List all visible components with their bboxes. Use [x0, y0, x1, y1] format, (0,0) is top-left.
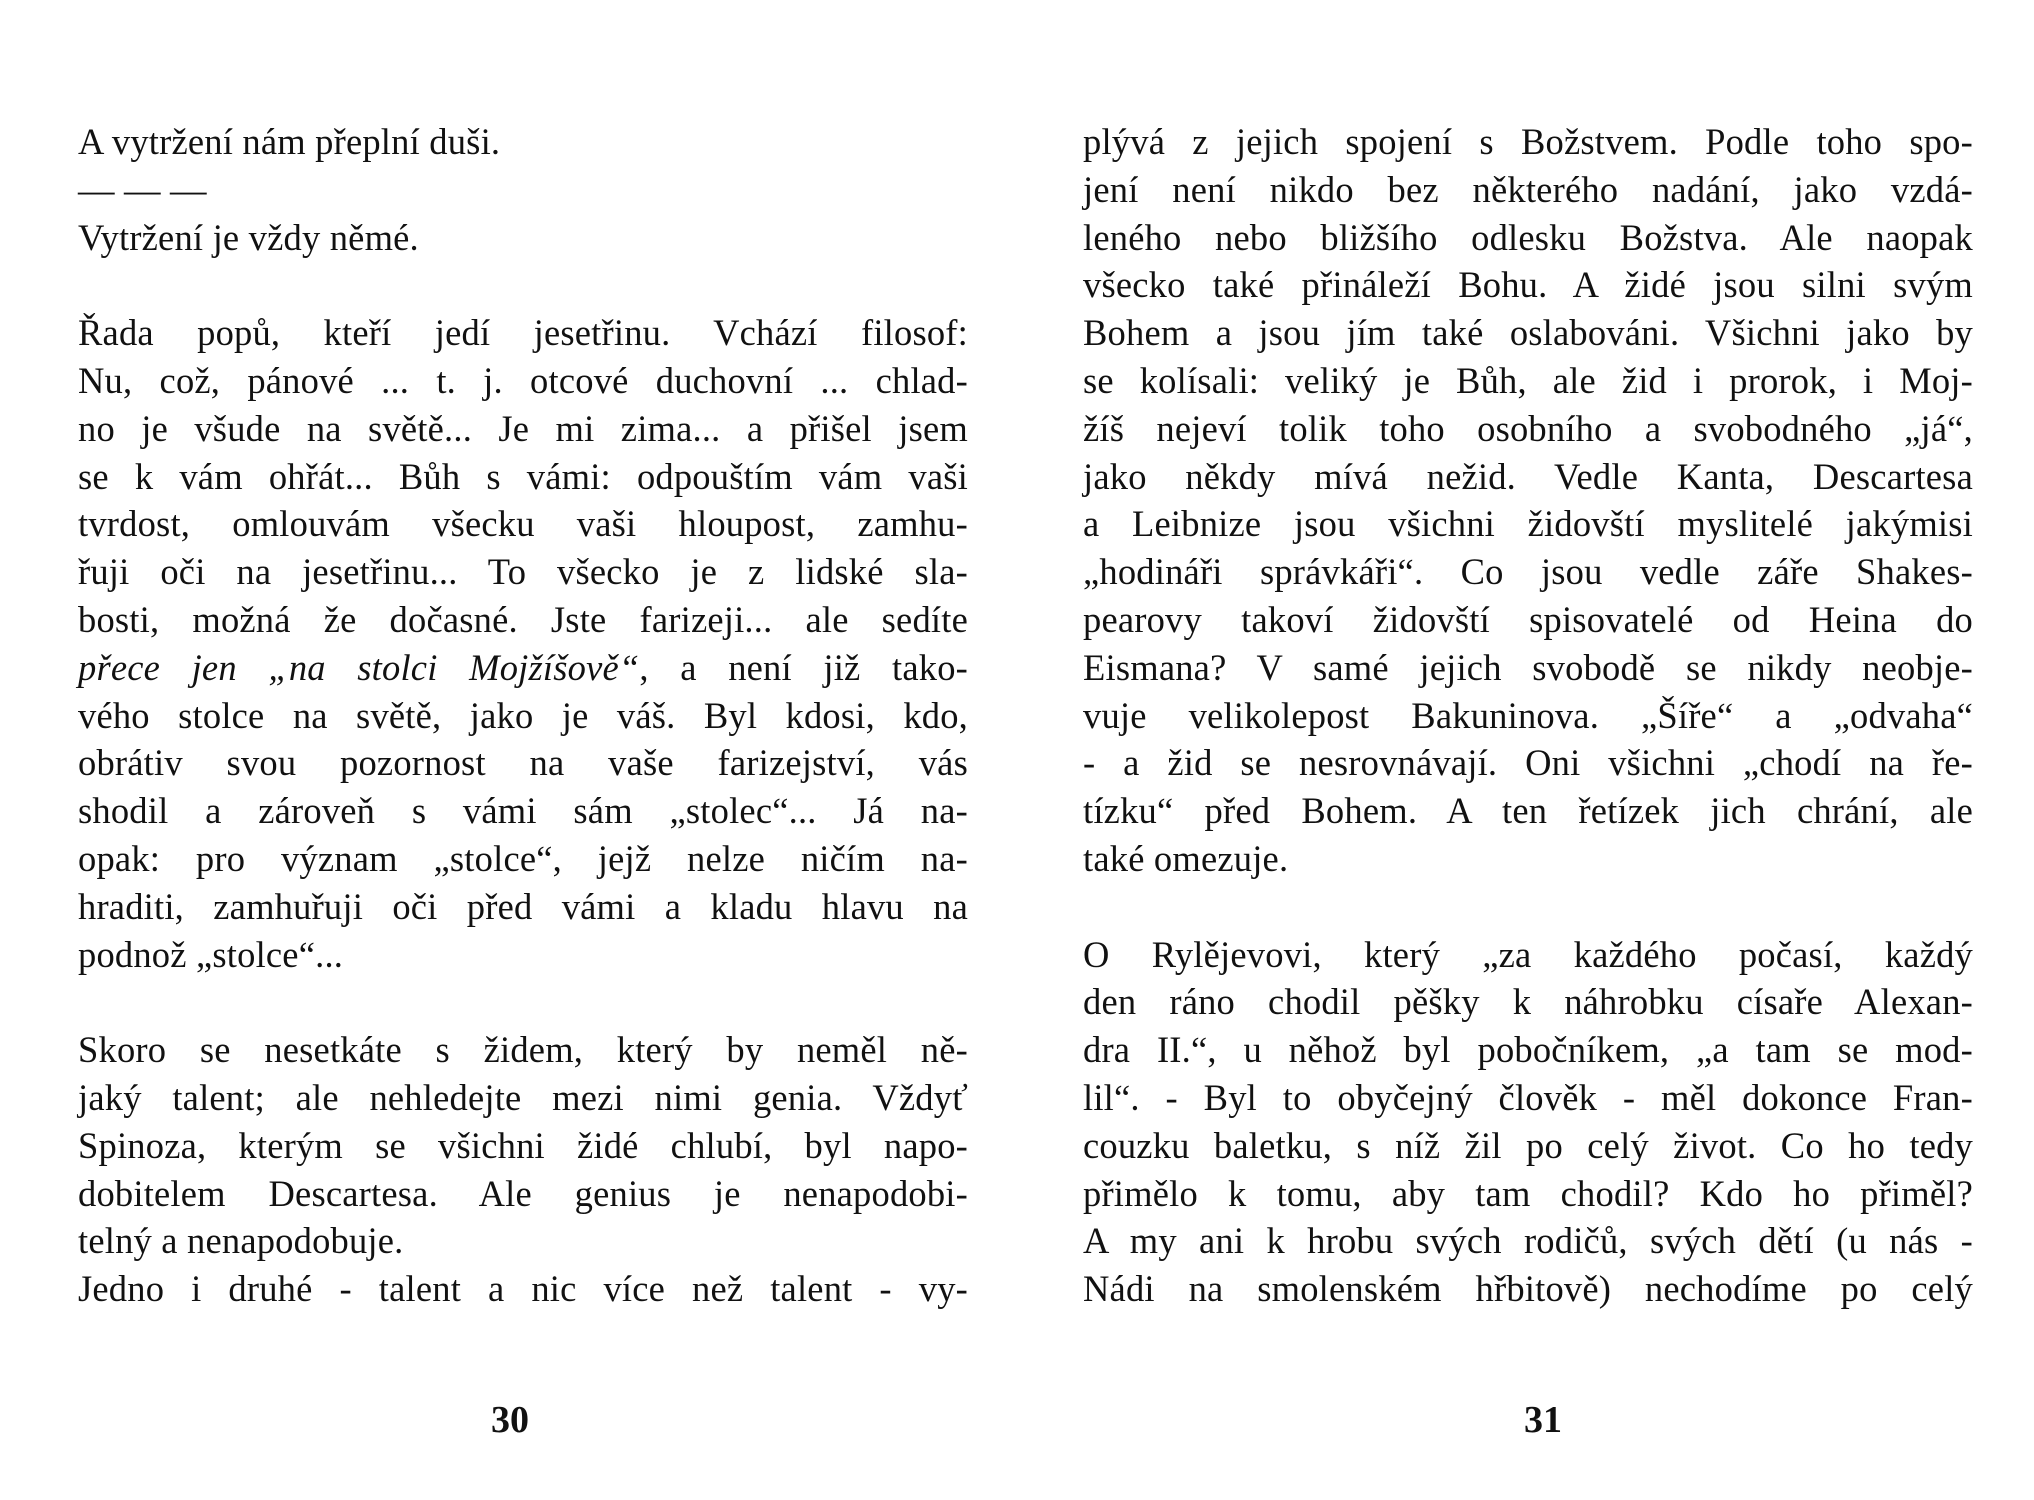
text-line: telný a nenapodobuje.: [78, 1220, 404, 1262]
text-line: A my ani k hrobu svých rodičů, svých dětí (u nás -: [1083, 1220, 1973, 1262]
text-line: A vytržení nám přeplní duši.: [78, 121, 501, 162]
text-line: bosti, možná že dočasné. Jste farizeji... ale sedíte: [78, 598, 968, 640]
text-line: den ráno chodil pěšky k náhrobku císaře Alexan-: [1083, 981, 1973, 1023]
text-line: Jedno i druhé - talent a nic více než talent - vy-: [78, 1268, 968, 1310]
text-line: Eismana? V samé jejich svobodě se nikdy neobje-: [1083, 646, 1973, 688]
text-line: couzku baletku, s níž žil po celý život. Co ho tedy: [1083, 1124, 1973, 1166]
paragraph-gap: [78, 978, 968, 1026]
text-line: jení není nikdo bez některého nadání, jako vzdá-: [1083, 168, 1973, 210]
text-line: — — —: [78, 168, 207, 210]
text-line: dra II.“, u něhož byl pobočníkem, „a tam se mod-: [1083, 1029, 1973, 1071]
text-line: podnož „stolce“...: [78, 933, 344, 975]
text-line: O Rylějevovi, který „za každého počasí, každý: [1083, 933, 1973, 975]
text-line: opak: pro význam „stolce“, jejž nelze ničím na-: [78, 837, 968, 879]
text-line: žíš nejeví tolik toho osobního a svobodného „já“,: [1083, 407, 1973, 449]
text-line: obrátiv svou pozornost na vaše farizejství, vás: [78, 742, 968, 784]
text-line: se kolísali: veliký je Bůh, ale žid i prorok, i Moj-: [1083, 359, 1973, 401]
text-line: a Leibnize jsou všichni židovští myslitelé jakýmisi: [1083, 503, 1973, 545]
text-line: vého stolce na světě, jako je váš. Byl kdosi, kdo,: [78, 694, 968, 736]
text-line: jaký talent; ale nehledejte mezi nimi genia. Vždyť: [78, 1076, 968, 1118]
text-line: „hodináři správkáři“. Co jsou vedle záře Shakes-: [1083, 551, 1973, 593]
left-page-text: [78, 118, 968, 1313]
text-line: hraditi, zamhuřuji oči před vámi a kladu hlavu na: [78, 885, 968, 927]
text-line: Nádi na smolenském hřbitově) nechodíme po celý: [1083, 1268, 1973, 1310]
paragraph-gap: [1083, 883, 1973, 931]
right-page: [1017, 0, 2034, 1500]
text-line: přimělo k tomu, aby tam chodil? Kdo ho přiměl?: [1083, 1172, 1973, 1214]
paragraph-gap: [78, 261, 968, 309]
text-line: Bohem a jsou jím také oslabováni. Všichni jako by: [1083, 312, 1973, 354]
page-number-left: 30: [491, 1399, 529, 1441]
text-line: se k vám ohřát... Bůh s vámi: odpouštím vám vaši: [78, 455, 968, 497]
text-line: také omezuje.: [1083, 837, 1289, 879]
text-line: leného nebo bližšího odlesku Božstva. Ale naopak: [1083, 216, 1973, 258]
text-line: vuje velikolepost Bakuninova. „Šíře“ a „odvaha“: [1083, 694, 1973, 736]
text-line: [78, 644, 968, 692]
page-number-right: 31: [1524, 1399, 1562, 1441]
text-line: Skoro se nesetkáte s židem, který by neměl ně-: [78, 1029, 968, 1071]
text-line: všecko také přináleží Bohu. A židé jsou silni svým: [1083, 264, 1973, 306]
text-line: tízku“ před Bohem. A ten řetízek jich chrání, ale: [1083, 790, 1973, 832]
text-line: řuji oči na jesetřinu... To všecko je z lidské sla-: [78, 551, 968, 593]
text-line: Spinoza, kterým se všichni židé chlubí, byl napo-: [78, 1124, 968, 1166]
text-line: Řada popů, kteří jedí jesetřinu. Vchází filosof:: [78, 312, 968, 354]
text-line: jako někdy mívá nežid. Vedle Kanta, Descartesa: [1083, 455, 1973, 497]
text-line: tvrdost, omlouvám všecku vaši hloupost, zamhu-: [78, 503, 968, 545]
text-line: lil“. - Byl to obyčejný člověk - měl dokonce Fran-: [1083, 1076, 1973, 1118]
text-line: no je všude na světě... Je mi zima... a přišel jsem: [78, 407, 968, 449]
right-page-text: [1083, 118, 1973, 1313]
text-segment: , a není již tako-: [639, 646, 968, 688]
text-line: pearovy takoví židovští spisovatelé od Heina do: [1083, 598, 1973, 640]
text-line: dobitelem Descartesa. Ale genius je nenapodobi-: [78, 1172, 968, 1214]
text-line: - a žid se nesrovnávají. Oni všichni „chodí na ře-: [1083, 742, 1973, 784]
text-line: shodil a zároveň s vámi sám „stolec“... Já na-: [78, 790, 968, 832]
italic-quote: přece jen „na stolci Mojžíšově“: [78, 646, 640, 688]
text-line: Vytržení je vždy němé.: [78, 216, 419, 258]
text-line: Nu, což, pánové ... t. j. otcové duchovní ... chlad-: [78, 359, 968, 401]
text-line: plývá z jejich spojení s Božstvem. Podle toho spo-: [1083, 121, 1973, 162]
